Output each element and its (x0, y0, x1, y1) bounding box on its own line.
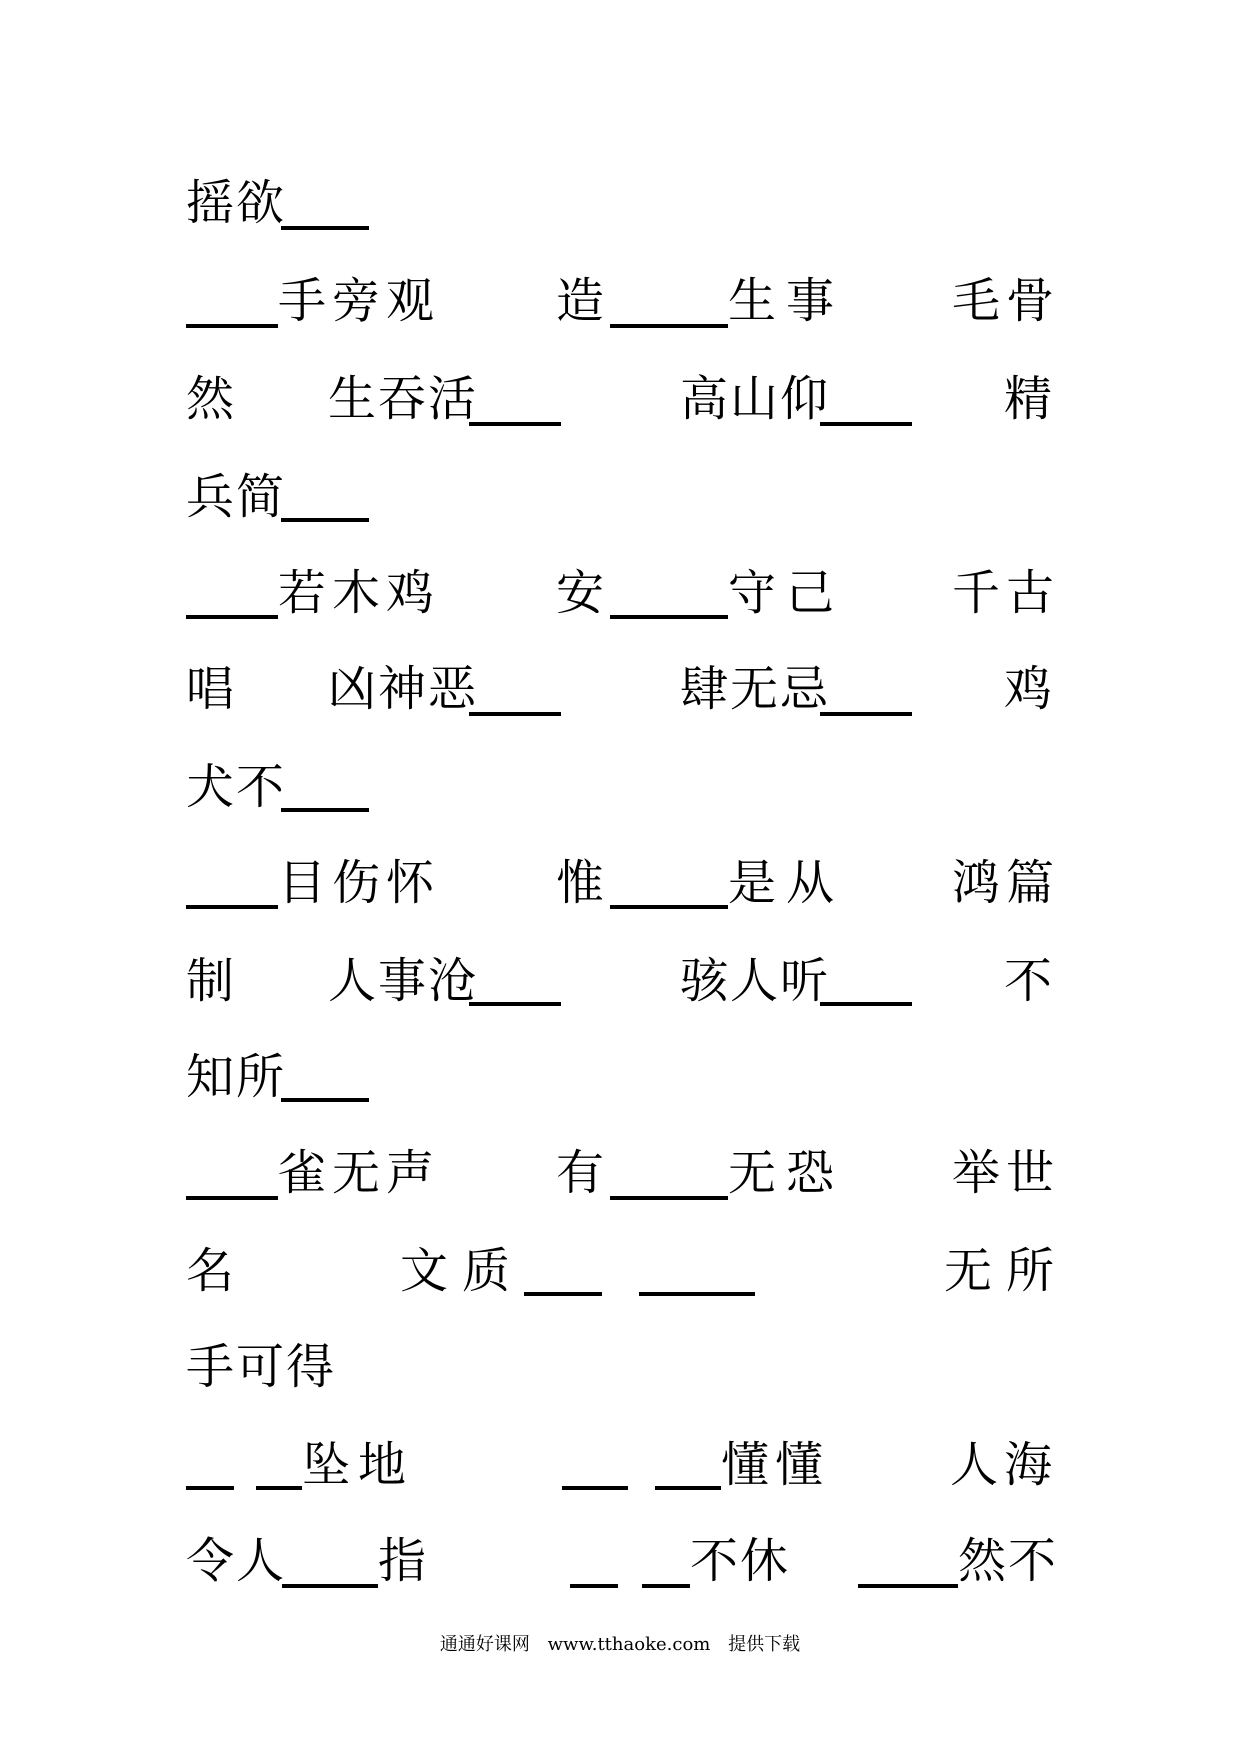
phrase-text: 生吞活 (328, 371, 479, 427)
phrase-text: 高山仰 (680, 371, 831, 427)
fill-blank (186, 1486, 234, 1490)
phrase-text: 指 (378, 1533, 429, 1589)
phrase-text: 摇欲 (186, 175, 287, 231)
phrase-text: 举世 (952, 1145, 1061, 1201)
phrase-text: 无所 (944, 1243, 1069, 1299)
phrase-text: 若木鸡 (278, 565, 441, 621)
phrase-text: 凶神恶 (328, 661, 479, 717)
phrase-text: 惟 (556, 855, 607, 911)
fill-blank (562, 1486, 628, 1490)
phrase-text: 是从 (728, 855, 845, 911)
phrase-text: 生事 (728, 273, 845, 329)
fill-blank (610, 615, 728, 619)
fill-blank (570, 1584, 618, 1588)
phrase-text: 然不 (958, 1533, 1059, 1589)
fill-blank (858, 1584, 958, 1588)
fill-blank (469, 1002, 561, 1006)
phrase-text: 坠地 (302, 1437, 415, 1493)
phrase-text: 文质 (400, 1243, 525, 1299)
fill-blank (524, 1292, 602, 1296)
phrase-text: 千古 (952, 565, 1061, 621)
fill-blank (186, 1196, 278, 1200)
fill-blank (820, 712, 912, 716)
phrase-text: 制 (186, 953, 237, 1009)
phrase-text: 目伤怀 (278, 855, 441, 911)
fill-blank (639, 1292, 755, 1296)
fill-blank (610, 905, 728, 909)
fill-blank (281, 226, 369, 230)
phrase-text: 名 (186, 1243, 237, 1299)
phrase-text: 造 (556, 273, 607, 329)
phrase-text: 不 (1004, 953, 1055, 1009)
fill-blank (281, 518, 369, 522)
phrase-text: 鸿篇 (952, 855, 1061, 911)
phrase-text: 手可得 (186, 1339, 337, 1395)
fill-blank (469, 422, 561, 426)
footer-url[interactable]: www.tthaoke.com (547, 1634, 711, 1655)
fill-blank (655, 1486, 721, 1490)
fill-blank (281, 808, 369, 812)
phrase-text: 守己 (728, 565, 845, 621)
phrase-text: 兵简 (186, 469, 287, 525)
phrase-text: 知所 (186, 1049, 287, 1105)
fill-blank (820, 422, 912, 426)
fill-blank (469, 712, 561, 716)
footer-suffix: 提供下载 (728, 1634, 801, 1655)
phrase-text: 骇人听 (680, 953, 831, 1009)
fill-blank (256, 1486, 302, 1490)
fill-blank (610, 1196, 728, 1200)
page-footer (0, 1630, 1240, 1656)
phrase-text: 毛骨 (952, 273, 1061, 329)
fill-blank (186, 615, 278, 619)
fill-blank (642, 1584, 690, 1588)
phrase-text: 肆无忌 (680, 661, 831, 717)
fill-blank (610, 324, 728, 328)
phrase-text: 不休 (690, 1533, 791, 1589)
phrase-text: 懂懂 (721, 1437, 830, 1493)
fill-blank (282, 1584, 378, 1588)
phrase-text: 人事沧 (328, 953, 479, 1009)
phrase-text: 人海 (950, 1437, 1059, 1493)
phrase-text: 令人 (186, 1533, 287, 1589)
phrase-text: 安 (556, 565, 607, 621)
phrase-text: 有 (556, 1145, 607, 1201)
fill-blank (186, 905, 278, 909)
fill-blank (186, 324, 278, 328)
fill-blank (281, 1098, 369, 1102)
phrase-text: 唱 (186, 661, 237, 717)
phrase-text: 无恐 (728, 1145, 845, 1201)
phrase-text: 手旁观 (278, 273, 441, 329)
phrase-text: 犬不 (186, 759, 287, 815)
phrase-text: 精 (1004, 371, 1055, 427)
phrase-text: 鸡 (1004, 661, 1055, 717)
phrase-text: 雀无声 (278, 1145, 441, 1201)
phrase-text: 然 (186, 371, 237, 427)
fill-blank (820, 1002, 912, 1006)
footer-site-name: 通通好课网 (439, 1634, 530, 1655)
